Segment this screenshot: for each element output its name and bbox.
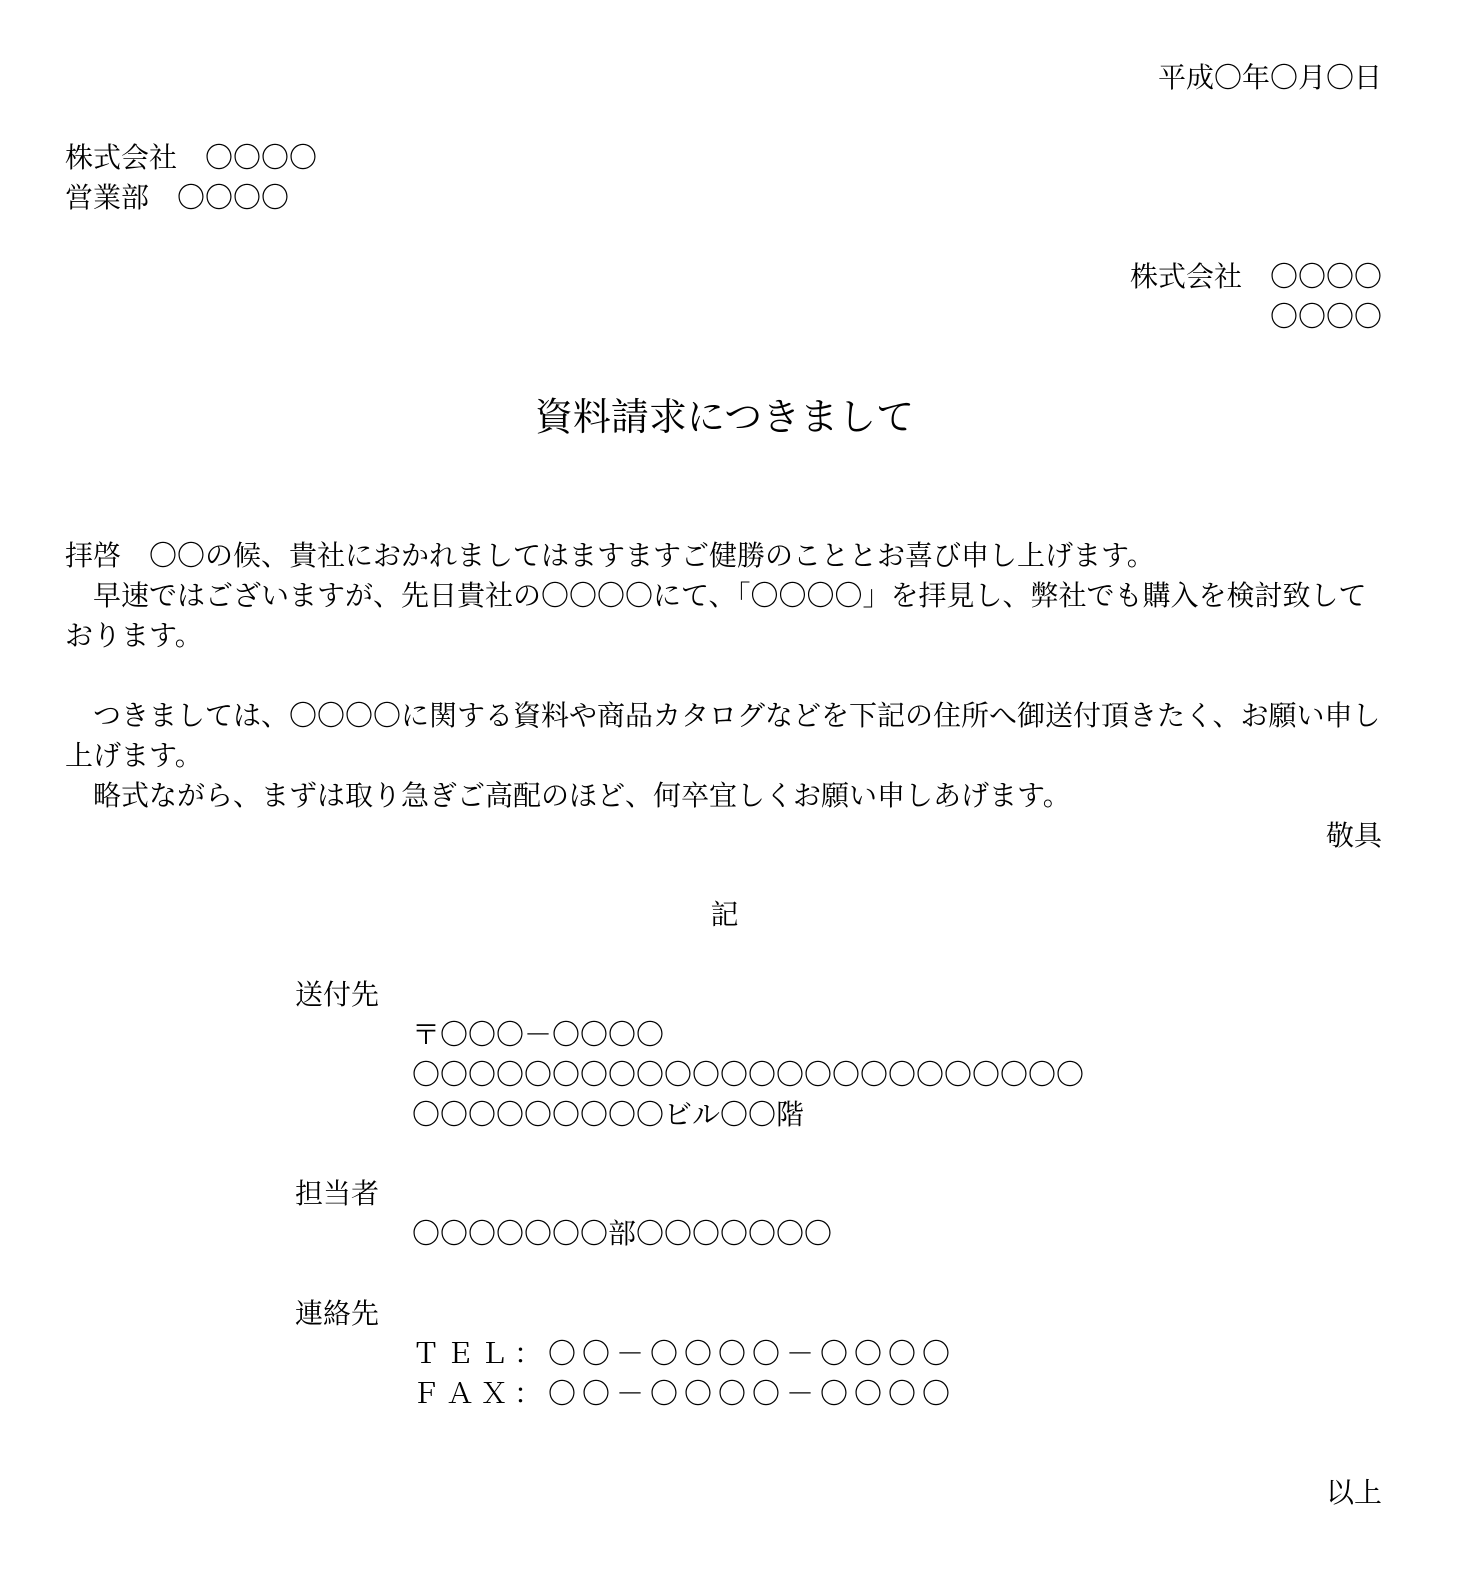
closing-word: 敬具 <box>1325 819 1382 852</box>
sender-company: 株式会社 〇〇〇〇 <box>1129 260 1382 293</box>
tel-value: ＴＥＬ：〇〇－〇〇〇〇－〇〇〇〇 <box>412 1337 957 1370</box>
sender-name: 〇〇〇〇 <box>1269 300 1382 333</box>
recipient-company: 株式会社 〇〇〇〇 <box>65 141 318 174</box>
closing-paragraph: 略式ながら、まずは取り急ぎご高配のほど、何卒宜しくお願い申しあげます。 <box>93 779 1071 812</box>
address-line-1: 〇〇〇〇〇〇〇〇〇〇〇〇〇〇〇〇〇〇〇〇〇〇〇〇 <box>412 1058 1085 1091</box>
letter-title: 資料請求につきまして <box>534 395 915 439</box>
end-mark: 以上 <box>1325 1476 1382 1509</box>
request-paragraph: つきましては、〇〇〇〇に関する資料や商品カタログなどを下記の住所へ御送付頂きたく、お願い申し上げます。 <box>65 699 1381 772</box>
contact-label: 連絡先 <box>295 1297 380 1330</box>
recipient-department: 営業部 〇〇〇〇 <box>65 181 290 214</box>
intro-paragraph: 早速ではございますが、先日貴社の〇〇〇〇にて、「〇〇〇〇」を拝見し、弊社でも購入を検討致しております。 <box>65 579 1367 652</box>
postal-code: 〒〇〇〇－〇〇〇〇 <box>412 1018 665 1051</box>
record-heading: 記 <box>710 898 739 931</box>
destination-label: 送付先 <box>295 978 380 1011</box>
person-label: 担当者 <box>295 1177 380 1210</box>
greeting-paragraph: 拝啓 〇〇の候、貴社におかれましてはますますご健勝のこととお喜び申し上げます。 <box>65 539 1155 572</box>
address-line-2: 〇〇〇〇〇〇〇〇〇ビル〇〇階 <box>412 1098 805 1131</box>
letter-date: 平成〇年〇月〇日 <box>1157 61 1382 94</box>
person-value: 〇〇〇〇〇〇〇部〇〇〇〇〇〇〇 <box>412 1217 833 1250</box>
fax-value: ＦＡＸ：〇〇－〇〇〇〇－〇〇〇〇 <box>412 1377 957 1410</box>
